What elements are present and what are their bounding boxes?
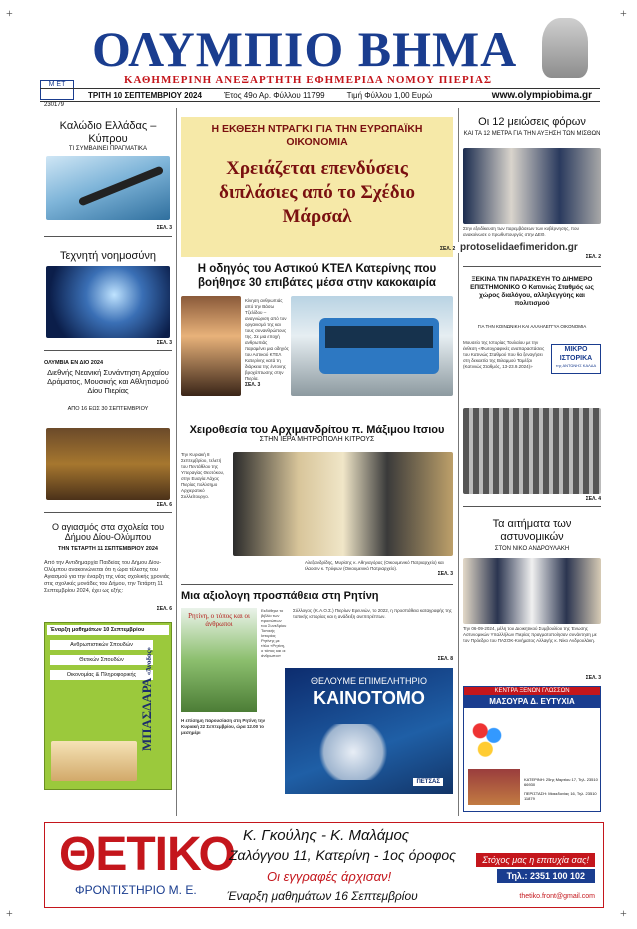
metro-sub: ΣΤΗΝ ΙΕΡΑ ΜΗΤΡΟΠΟΛΗ ΚΙΤΡΟΥΣ — [259, 436, 375, 443]
rhitini-caption: Η επίσημη παρουσίαση στη Ρητίνη την Κυριακή 22 Σεπτεμβρίου, ώρα 12.00 το μεσημέρι — [181, 718, 266, 735]
issue-date: ΤΡΙΤΗ 10 ΣΕΠΤΕΜΒΡΙΟΥ 2024 — [88, 90, 202, 100]
rhitini-mid: Εκδόθηκε το βιβλίο των προσώπων του Συνεδρίου Τοπικής Ιστορίας Ρητίνης με τίτλο «Ρητίνη, ο τόπος και οι άνθρωποι» — [261, 608, 287, 658]
statue-logo-icon — [542, 18, 588, 78]
newspaper-subtitle: ΚΑΘΗΜΕΡΙΝΗ ΑΝΕΞΑΡΤΗΤΗ ΕΦΗΜΕΡΙΔΑ ΝΟΜΟΥ ΠΙΕΡΙΑΣ — [124, 74, 493, 86]
lead-kicker: Η ΕΚΘΕΣΗ ΝΤΡΑΓΚΙ ΓΙΑ ΤΗΝ ΕΥΡΩΠΑΪΚΗ ΟΙΚΟΝΟΜΙΑ — [211, 123, 423, 148]
newspaper-title: ΟΛΥΜΠΙΟ ΒΗΜΑ — [92, 21, 518, 77]
ktel-page: ΣΕΛ. 3 — [245, 382, 261, 388]
footer-slogan: Στόχος μας η επιτυχία σας! — [476, 853, 595, 867]
rhitini-story[interactable] — [181, 588, 453, 808]
lang-ad-head: ΚΕΝΤΡΑ ΞΕΝΩΝ ΓΛΩΣΣΩΝ — [464, 687, 600, 695]
rhitini-title: Μια αξιολογη προσπάθεια στη Ρητίνη — [181, 590, 379, 602]
ad-frontistirio-item: Οικονομίας & Πληροφορικής — [50, 670, 153, 680]
tax-page: ΣΕΛ. 2 — [585, 254, 601, 260]
column-divider-right — [458, 108, 459, 816]
badge-code: 230179 — [44, 102, 65, 108]
story-blessing-sub: ΤΗΝ ΤΕΤΑΡΤΗ 11 ΣΕΠΤΕΜΒΡΙΟΥ 2024 — [58, 546, 158, 552]
metro-title: Χειροθεσία του Αρχιμανδρίτου π. Μάξιμου Ιτσιου — [189, 424, 445, 436]
story-blessing-page: ΣΕΛ. 6 — [156, 606, 172, 612]
station-title: ΞΕΚΙΝΑ ΤΙΝ ΠΑΡΑΣΚΕΥΗ ΤΟ ΔΙΗΜΕΡΟ ΕΠΙΣΤΗΜΟΝΙΚΟ Ο Κατινιώς Σταθμός ως χώρος διαλόγου, αλληλεγγύης και πολιτισμού — [470, 276, 594, 307]
metro-caption: Αλεξανδρίδης, Μυρίσης κ. Αθηναγόρας (Οικουμενικό Πατριαρχείο) και Ιλαοσιν κ. Τρύφων (Οικουμενικό Πατριαρχείο). — [305, 560, 444, 571]
police-body: Την 06-09-2024, μέλη του Διοικητικού Συμβουλίου της Ένωσης Αστυνομικών Υπαλλήλων Πιερίας πραγματοποίησαν συνάντηση με τον Πρόεδρο του ΠΑΣΟΚ-Κινήματος Αλλαγής κ. Νίκο Ανδρουλάκη. — [463, 626, 597, 643]
ad-frontistirio-head: Έναρξη μαθημάτων 10 Σεπτεμβρίου — [47, 625, 169, 635]
masthead — [40, 18, 600, 88]
rhitini-book-cover — [181, 608, 257, 712]
station-logo-sub: της ΑΝΤΩΝΗΣ ΚΑΛΔΑ — [555, 363, 597, 368]
story-olympia-kicker: ΟΛΥΜΒΙΑ ΕΝ ΔΙΟ 2024 — [44, 360, 104, 366]
footer-brand: ΘΕΤΙΚΟ — [59, 828, 235, 881]
metropolis-story[interactable] — [181, 424, 453, 582]
station-body: Μουσείο της Ιστορίας Τουλαίου με την έκθεση «Φωτογραφικές αναπαραστάσεις του Κατινιώς Σταθμού που θα ξεναγήσει στη δεκαετία της Βιλαμμού Ταμέζαι (Κατινιώς Σταθμός, 13-23.9.2024)» — [463, 340, 545, 369]
ad-brand-name: ΜΠΑΣΔΑΡΑ — [138, 678, 154, 752]
registration-mark-icon: + — [620, 6, 627, 20]
ai-photo — [46, 266, 170, 338]
registration-mark-icon: + — [6, 6, 13, 20]
tax-sub: ΚΑΙ ΤΑ 12 ΜΕΤΡΑ ΓΙΑ ΤΗΝ ΑΥΞΗΣΗ ΤΩΝ ΜΙΣΘΩΝ — [463, 131, 601, 137]
bus-photo — [291, 296, 453, 396]
police-sub: ΣΤΟΝ ΝΙΚΟ ΑΝΔΡΟΥΛΑΚΗ — [494, 546, 570, 552]
rhitini-page: ΣΕΛ. 8 — [437, 656, 453, 662]
footer-email[interactable]: thetiko.front@gmail.com — [519, 893, 595, 900]
lang-ad-addr1: ΚΑΤΕΡΙΝΗ: 25ης Μαρτίου 17, Τηλ. 23510 66930 — [524, 777, 598, 787]
tax-body: Στην εξειδίκευση των παρεμβάσεων των κυβέρνησης, που ανακοίνωσε ο πρωθυπουργός στην ΔΕΘ. — [463, 226, 579, 237]
ad-chamber[interactable] — [285, 668, 453, 794]
story-olympia-sub: ΑΠΟ 16 ΕΩΣ 30 ΣΕΠΤΕΜΒΡΙΟΥ — [67, 406, 149, 412]
website-link[interactable]: www.olympiobima.gr — [491, 89, 592, 101]
ad-chamber-text: ΘΕΛΟΥΜΕ ΕΠΙΜΕΛΗΤΗΡΙΟ — [310, 676, 428, 686]
story-cable-sub: ΤΙ ΣΥΜΒΑΙΝΕΙ ΠΡΑΓΜΑΤΙΚΑ — [68, 146, 148, 152]
story-ai-page: ΣΕΛ. 3 — [156, 340, 172, 346]
story-cable-title: Καλώδιο Ελλάδας – Κύπρου — [59, 120, 157, 145]
registration-mark-icon: + — [620, 906, 627, 920]
footer-enroll: Οι εγγραφές άρχισαν! — [267, 869, 392, 884]
ad-frontistirio-item: Θετικών Σπουδών — [50, 655, 153, 665]
registration-mark-icon: + — [6, 906, 13, 920]
robot-hand-icon — [313, 724, 393, 780]
lead-page: ΣΕΛ. 2 — [440, 246, 456, 252]
lang-ad-addr2: ΠΕΡΙΣΤΑΣΗ: Μακεδονίας 16, Τηλ. 23510 11879 — [524, 791, 597, 801]
footer-ad[interactable] — [44, 822, 604, 908]
ad-book-illustration — [51, 741, 137, 781]
metro-body: Την Κυριακή 8 Σεπτεμβρίου, τελετή του Πεντάθλου της Υπεραγίας Θεοτόκου, στην Ευαγία Λάχος Πιερίας πολύσημο Αρχιερατικό Συλλείτουργο. — [181, 452, 225, 499]
driver-photo — [181, 296, 241, 396]
station-logo-text: ΜΙΚΡΟ ΙΣΤΟΡΙΚΑ — [559, 346, 593, 362]
info-bar — [40, 88, 600, 102]
story-olympia-title: Διεθνής Νεανική Συνάντηση Αρχαίου Δράματος, Μουσικής και Αθλητισμού Δίου Πιερίας — [47, 368, 169, 395]
footer-phone: Τηλ.: 2351 100 102 — [497, 869, 595, 883]
station-sub: ΓΙΑ ΤΗΝ ΚΟΙΝΩΝΙΚΗ ΚΑΙ ΑΛΛΗΛΕΓΓΥΑ ΟΙΚΟΝΟΜΙΑ — [477, 324, 587, 329]
rhitini-right: Σύλλογος (Κ.Α.Ο.Σ.) Πιερίων Ερευνών, το 2022, η προσπάθεια καταγραφής της τοπικής ιστορίας και η ανάδειξη ανεπιτρέπτων. — [293, 608, 452, 619]
footer-brand-sub: ΦΡΟΝΤΙΣΤΗΡΙΟ Μ. Ε. — [75, 883, 197, 897]
lang-ad-name: ΜΑΣΟΥΡΑ Δ. ΕΥΤΥΧΙΑ — [464, 695, 600, 708]
ad-language-center[interactable] — [463, 686, 601, 812]
landmarks-icon — [468, 769, 520, 805]
balloons-icon — [470, 717, 504, 763]
olympia-photo — [46, 428, 170, 500]
right-column — [463, 108, 601, 818]
ktel-body: Κίνηση ανθρωπιάς από την Βάσω Τζελίδου – αναγνώριση από τον οργανισμό της και τους συνανθρώπους της. Σε μια εποχή ανθρωπιάς παραμένει μια οδηγός του Αστικού ΚΤΕΛ Κατερίνης κατά τη διάρκεια της έντονης βροχόπτωσης στην Πιερία. — [245, 298, 289, 381]
issue-price: Τιμή Φύλλου 1,00 Ευρώ — [346, 90, 433, 100]
footer-names: Κ. Γκούλης - Κ. Μαλάμος — [243, 827, 410, 844]
column-divider-left — [176, 108, 177, 816]
police-page: ΣΕΛ. 3 — [585, 675, 601, 681]
station-logo — [551, 344, 601, 374]
story-ai-title: Τεχνητή νοημοσύνη — [60, 250, 156, 262]
tax-photo — [463, 148, 601, 224]
story-blessing-body: Από την Αντιδημαρχία Παιδείας του Δήμου Δίου-Ολύμπου ανακοινώνεται ότι η ώρα τέλεσης του Αγιασμού για την έναρξη της νέας σχολικής χρονιάς στις σχολικές μονάδες του Δήμου, την Τετάρτη 11 Σεπτεμβρίου 2024, έχει ως εξής: — [44, 560, 170, 594]
story-cable-page: ΣΕΛ. 3 — [156, 225, 172, 231]
footer-address: Ζαλόγγου 11, Κατερίνη - 1ος όροφος — [229, 847, 456, 863]
ad-frontistirio-brand — [139, 647, 155, 751]
story-olympia-page: ΣΕΛ. 6 — [156, 502, 172, 508]
lead-story[interactable] — [181, 117, 456, 257]
badge-letters: M ET — [48, 81, 66, 88]
clergy-photo — [233, 452, 453, 556]
ktel-story[interactable] — [181, 262, 453, 422]
rhitini-book-title: Ρητίνη, ο τόπος και οι άνθρωποι — [188, 612, 250, 628]
footer-start: Έναρξη μαθημάτων 16 Σεπτεμβρίου — [227, 889, 418, 903]
station-page: ΣΕΛ. 4 — [585, 496, 601, 502]
station-photo — [463, 408, 601, 494]
police-title: Τα αιτήματα των αστυνομικών — [492, 518, 572, 543]
cable-photo — [46, 156, 170, 220]
tax-title: Οι 12 μειώσεις φόρων — [478, 116, 586, 128]
issue-number: Έτος 49ο Αρ. Φύλλου 11799 — [223, 90, 325, 100]
ad-brand-name-2: «Άνοδος» — [144, 646, 153, 676]
ad-chamber-logo: ΠΕΤΣΑΣ — [413, 778, 443, 786]
ktel-title: Η οδηγός του Αστικού ΚΤΕΛ Κατερίνης που βοήθησε 30 επιβάτες μέσα στην κακοκαιρία — [197, 263, 437, 289]
ad-frontistirio-item: Ανθρωπιστικών Σπουδών — [50, 640, 153, 650]
ad-frontistirio[interactable] — [44, 622, 172, 790]
ad-chamber-big: ΚΑΙΝΟΤΟΜΟ — [313, 688, 425, 708]
metro-page: ΣΕΛ. 3 — [437, 571, 453, 577]
watermark: protoselidaefimeridon.gr — [460, 242, 578, 253]
police-photo — [463, 558, 601, 624]
left-column — [44, 108, 172, 818]
story-blessing-title: Ο αγιασμός στα σχολεία του Δήμου Δίου-Ολύμπου — [51, 522, 165, 542]
lead-title: Χρειάζεται επενδύσεις διπλάσιες από το Σχέδιο Μάρσαλ — [218, 158, 416, 227]
